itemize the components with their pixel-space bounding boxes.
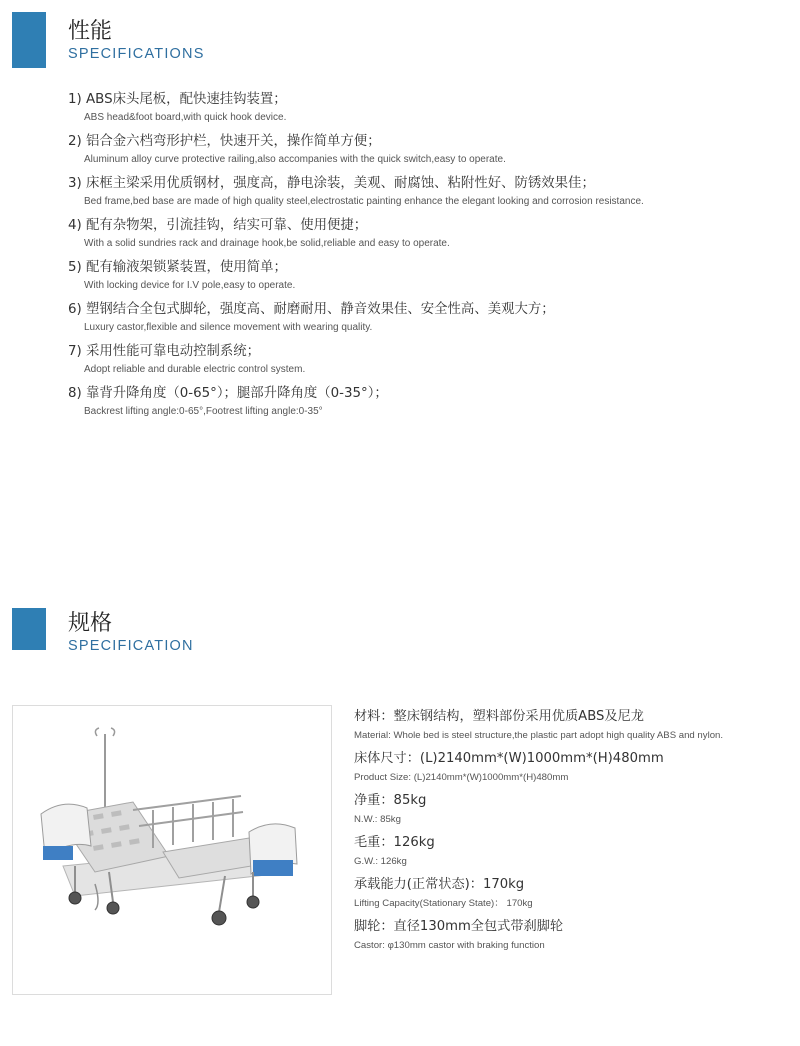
- section-accent-bar: [12, 12, 46, 68]
- spec-en: Bed frame,bed base are made of high quality steel,electrostatic painting enhance the elegant looking and corrosion resistance.: [84, 196, 644, 207]
- param-zh: 毛重：126kg: [354, 835, 435, 850]
- param-en: Material: Whole bed is steel structure,the plastic part adopt high quality ABS and nylon.: [354, 730, 724, 741]
- list-item: [68, 174, 788, 210]
- spec-zh: 2) 铝合金六档弯形护栏，快速开关，操作简单方便；: [68, 134, 381, 149]
- spec-zh: 5) 配有输液架锁紧装置，使用简单；: [68, 260, 287, 275]
- param-zh: 材料：整床钢结构，塑料部份采用优质ABS及尼龙: [354, 709, 644, 724]
- performance-header: [12, 12, 312, 72]
- specification-title-zh: 规格: [68, 611, 113, 636]
- list-item: [354, 832, 794, 870]
- spec-zh: 3) 床框主梁采用优质钢材，强度高，静电涂装，美观、耐腐蚀、粘附性好、防锈效果佳；: [68, 176, 595, 191]
- list-item: [68, 216, 788, 252]
- specification-header: [12, 604, 312, 664]
- list-item: [354, 790, 794, 828]
- performance-title-zh: 性能: [68, 19, 113, 44]
- section-accent-bar: [12, 608, 46, 650]
- param-en: Lifting Capacity(Stationary State)： 170kg: [354, 898, 533, 909]
- list-item: [68, 90, 788, 126]
- spec-zh: 8) 靠背升降角度（0-65°）；腿部升降角度（0-35°）；: [68, 386, 388, 401]
- performance-title-en: SPECIFICATIONS: [68, 46, 205, 62]
- list-item: [354, 706, 794, 744]
- footboard-panel: [253, 860, 293, 876]
- param-en: Castor: φ130mm castor with braking function: [354, 940, 545, 951]
- spec-zh: 1) ABS床头尾板，配快速挂钩装置；: [68, 92, 287, 107]
- list-item: [354, 874, 794, 912]
- list-item: [354, 748, 794, 786]
- list-item: [68, 384, 788, 420]
- headboard-panel: [43, 846, 73, 860]
- spec-en: With locking device for I.V pole,easy to operate.: [84, 280, 296, 291]
- specification-params: [354, 706, 794, 958]
- spec-zh: 7) 采用性能可靠电动控制系统；: [68, 344, 261, 359]
- spec-zh: 4) 配有杂物架，引流挂钩，结实可靠、使用便捷；: [68, 218, 368, 233]
- spec-en: With a solid sundries rack and drainage hook,be solid,reliable and easy to operate.: [84, 238, 450, 249]
- list-item: [68, 132, 788, 168]
- hospital-bed-illustration: [13, 706, 331, 994]
- param-en: N.W.: 85kg: [354, 814, 401, 825]
- product-photo: [12, 705, 332, 995]
- specification-title-en: SPECIFICATION: [68, 638, 194, 654]
- list-item: [68, 258, 788, 294]
- spec-en: ABS head&foot board,with quick hook device.: [84, 112, 287, 123]
- param-en: Product Size: (L)2140mm*(W)1000mm*(H)480mm: [354, 772, 569, 783]
- list-item: [68, 300, 788, 336]
- spec-en: Backrest lifting angle:0-65°,Footrest lifting angle:0-35°: [84, 406, 323, 417]
- spec-zh: 6) 塑钢结合全包式脚轮，强度高、耐磨耐用、静音效果佳、安全性高、美观大方；: [68, 302, 555, 317]
- performance-list: [68, 90, 788, 426]
- param-zh: 床体尺寸：(L)2140mm*(W)1000mm*(H)480mm: [354, 751, 664, 766]
- list-item: [354, 916, 794, 954]
- param-en: G.W.: 126kg: [354, 856, 407, 867]
- param-zh: 承载能力(正常状态)：170kg: [354, 877, 525, 892]
- param-zh: 脚轮：直径130mm全包式带刹脚轮: [354, 919, 564, 934]
- spec-en: Adopt reliable and durable electric control system.: [84, 364, 306, 375]
- list-item: [68, 342, 788, 378]
- spec-en: Aluminum alloy curve protective railing,also accompanies with the quick switch,easy to operate.: [84, 154, 506, 165]
- param-zh: 净重：85kg: [354, 793, 427, 808]
- spec-en: Luxury castor,flexible and silence movement with wearing quality.: [84, 322, 373, 333]
